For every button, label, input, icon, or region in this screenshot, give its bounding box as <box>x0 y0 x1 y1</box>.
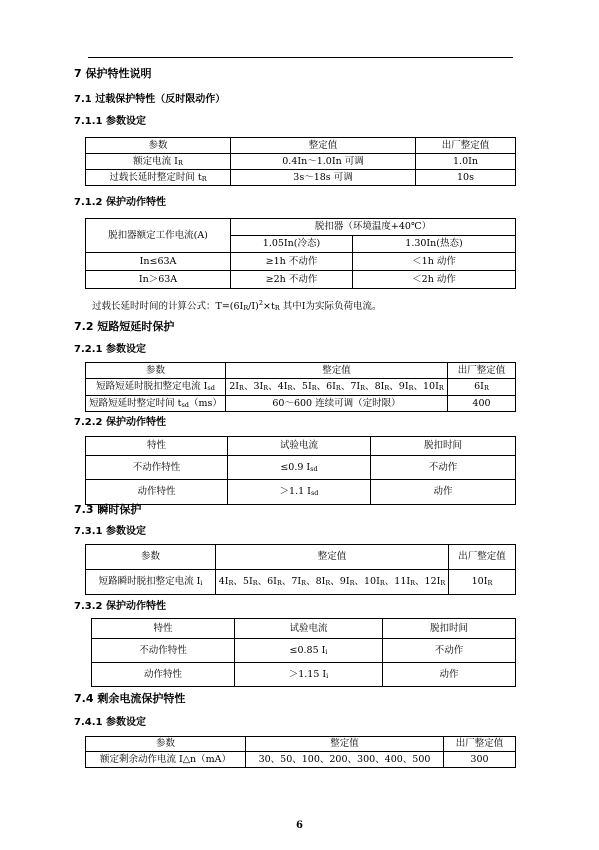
table-7-4-1 <box>85 736 516 768</box>
section-7-1-1-title: 7.1.1 参数设定 <box>74 116 146 127</box>
table-cell: $2I_R$、$3I_R$、$4I_R$、$5I_R$、$6I_R$、$7I_R$、$8I_R$、$9I_R$、$10I_R$ <box>226 379 448 396</box>
header-cell: 脱扣器（环境温度+40℃） <box>231 219 516 236</box>
table-cell: ＞1.1 $I_{sd}$ <box>228 480 371 505</box>
header-cell: 整定值 <box>226 363 448 379</box>
table-cell: 短路短延时脱扣整定电流 $I_{sd}$ <box>86 379 226 396</box>
section-7-1-title: 7.1 过载保护特性（反时限动作） <box>74 94 226 105</box>
header-cell: 试验电流 <box>228 437 371 456</box>
table-7-3-1 <box>85 544 516 595</box>
table-7-1-1 <box>85 137 516 186</box>
table-7-1-2 <box>85 218 516 289</box>
section-7-1-2-title: 7.1.2 保护动作特性 <box>74 197 166 208</box>
header-cell: 整定值 <box>246 737 444 752</box>
table-cell: 3s～18s 可调 <box>231 170 416 186</box>
table-7-2-1 <box>85 362 516 412</box>
table-cell: In≤63A <box>86 253 231 271</box>
table-cell: 30、50、100、200、300、400、500 <box>246 752 444 768</box>
header-rule <box>88 57 513 58</box>
table-cell: 1.0In <box>416 154 516 170</box>
table-cell: 60～600 连续可调（定时限） <box>226 396 448 412</box>
table-cell: ≥1h 不动作 <box>231 253 353 271</box>
section-7-3-2-title: 7.3.2 保护动作特性 <box>74 601 166 612</box>
table-cell: ＜2h 动作 <box>353 271 516 289</box>
table-cell: ≤0.85 $I_i$ <box>235 639 383 663</box>
table-cell: ≥2h 不动作 <box>231 271 353 289</box>
table-cell: 不动作特性 <box>86 456 228 480</box>
table-cell: 400 <box>448 396 516 412</box>
header-cell: 整定值 <box>216 545 449 570</box>
section-7-2-1-title: 7.2.1 参数设定 <box>74 344 146 355</box>
table-cell: ＜1h 动作 <box>353 253 516 271</box>
table-cell: 不动作特性 <box>92 639 235 663</box>
table-cell: 300 <box>444 752 516 768</box>
header-cell: 脱扣时间 <box>383 619 516 639</box>
header-cell: 出厂整定值 <box>444 737 516 752</box>
header-cell: 参数 <box>86 737 246 752</box>
table-cell: 不动作 <box>383 639 516 663</box>
table-cell: 动作 <box>383 663 516 687</box>
header-cell: 出厂整定值 <box>448 363 516 379</box>
table-cell: 短路瞬时脱扣整定电流 $I_i$ <box>86 570 216 595</box>
table-cell: 额定剩余动作电流 I△n（mA） <box>86 752 246 768</box>
header-cell: 1.30In(热态) <box>353 236 516 253</box>
table-cell: 0.4In～1.0In 可调 <box>231 154 416 170</box>
section-7-4-1-title: 7.4.1 参数设定 <box>74 717 146 728</box>
header-cell: 参数 <box>86 363 226 379</box>
table-cell: 10s <box>416 170 516 186</box>
section-7-3-1-title: 7.3.1 参数设定 <box>74 526 146 537</box>
table-7-2-2 <box>85 436 516 505</box>
table-cell: $6I_R$ <box>448 379 516 396</box>
section-7-title: 7 保护特性说明 <box>74 67 152 80</box>
page-number: 6 <box>296 820 303 831</box>
table-cell: ≤0.9 $I_{sd}$ <box>228 456 371 480</box>
header-cell: 脱扣时间 <box>371 437 516 456</box>
table-cell: In＞63A <box>86 271 231 289</box>
header-cell: 特性 <box>92 619 235 639</box>
header-cell: 参数 <box>86 138 231 154</box>
header-cell: 试验电流 <box>235 619 383 639</box>
table-cell: $4I_R$、$5I_R$、$6I_R$、$7I_R$、$8I_R$、$9I_R$、$10I_R$、$11I_R$、$12I_R$ <box>216 570 449 595</box>
table-cell: 额定电流 $I_R$ <box>86 154 231 170</box>
header-cell: 特性 <box>86 437 228 456</box>
header-cell: 出厂整定值 <box>416 138 516 154</box>
header-cell: 出厂整定值 <box>449 545 516 570</box>
section-7-4-title: 7.4 剩余电流保护特性 <box>74 692 186 705</box>
overload-formula: 过载长延时时间的计算公式：$T=(6I_R/I)^2\times t_R$ 其中I为实际负荷电流。 <box>92 298 382 312</box>
table-cell: 动作 <box>371 480 516 505</box>
table-cell: 过载长延时整定时间 $t_R$ <box>86 170 231 186</box>
table-cell: ＞1.15 $I_i$ <box>235 663 383 687</box>
header-cell: 脱扣器额定工作电流(A) <box>86 219 231 253</box>
table-cell: 动作特性 <box>86 480 228 505</box>
section-7-2-title: 7.2 短路短延时保护 <box>74 320 175 333</box>
table-cell: 动作特性 <box>92 663 235 687</box>
header-cell: 参数 <box>86 545 216 570</box>
table-cell: $10I_R$ <box>449 570 516 595</box>
section-7-2-2-title: 7.2.2 保护动作特性 <box>74 417 166 428</box>
table-cell: 不动作 <box>371 456 516 480</box>
section-7-3-title: 7.3 瞬时保护 <box>74 503 142 516</box>
table-7-3-2 <box>91 618 516 687</box>
header-cell: 整定值 <box>231 138 416 154</box>
header-cell: 1.05In(冷态) <box>231 236 353 253</box>
table-cell: 短路短延时整定时间 $t_{sd}(ms)$ <box>86 396 226 412</box>
